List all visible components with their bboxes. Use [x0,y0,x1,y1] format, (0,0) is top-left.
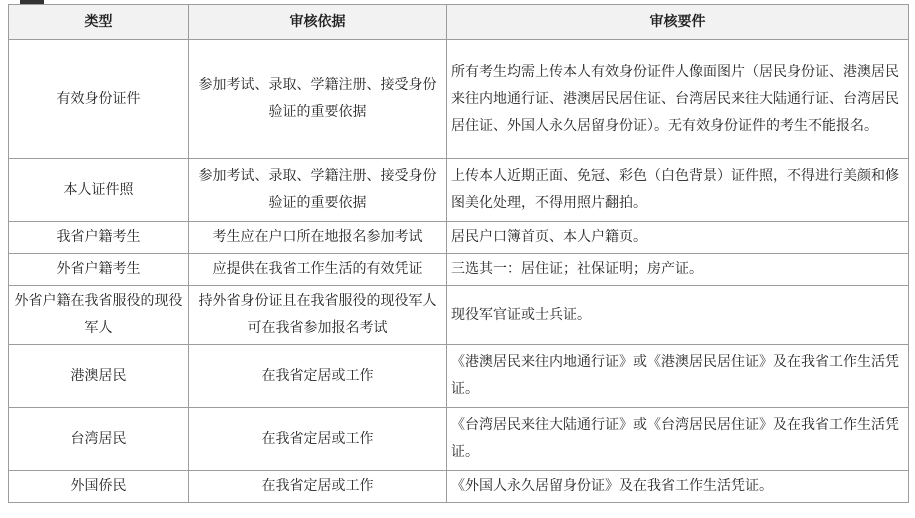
table-row [9,408,909,471]
cell-basis: 应提供在我省工作生活的有效凭证 [189,254,447,286]
header-basis: 审核依据 [189,5,447,40]
cell-type: 我省户籍考生 [9,222,189,254]
cell-type: 外省户籍在我省服役的现役军人 [9,286,189,345]
cell-type: 台湾居民 [9,408,189,471]
cell-requirements: 居民户口簿首页、本人户籍页。 [447,222,909,254]
table-row [9,345,909,408]
table-row [9,471,909,503]
table-row [9,254,909,286]
cell-requirements: 现役军官证或士兵证。 [447,286,909,345]
table-row [9,159,909,222]
table-row [9,40,909,159]
cell-basis: 在我省定居或工作 [189,408,447,471]
cell-requirements: 三选其一：居住证；社保证明；房产证。 [447,254,909,286]
cell-type: 外省户籍考生 [9,254,189,286]
cell-basis: 在我省定居或工作 [189,345,447,408]
table-row [9,286,909,345]
cell-requirements: 《外国人永久居留身份证》及在我省工作生活凭证。 [447,471,909,503]
cell-basis: 持外省身份证且在我省服役的现役军人可在我省参加报名考试 [189,286,447,345]
cell-type: 外国侨民 [9,471,189,503]
table-row [9,222,909,254]
cell-basis: 在我省定居或工作 [189,471,447,503]
cell-type: 有效身份证件 [9,40,189,159]
cell-requirements: 上传本人近期正面、免冠、彩色（白色背景）证件照，不得进行美颜和修图美化处理，不得用照片翻拍。 [447,159,909,222]
header-type: 类型 [9,5,189,40]
cell-type: 本人证件照 [9,159,189,222]
cell-requirements: 《台湾居民来往大陆通行证》或《台湾居民居住证》及在我省工作生活凭证。 [447,408,909,471]
cell-type: 港澳居民 [9,345,189,408]
cell-basis: 参加考试、录取、学籍注册、接受身份验证的重要依据 [189,159,447,222]
cell-requirements: 《港澳居民来往内地通行证》或《港澳居民居住证》及在我省工作生活凭证。 [447,345,909,408]
cell-basis: 参加考试、录取、学籍注册、接受身份验证的重要依据 [189,40,447,159]
cell-basis: 考生应在户口所在地报名参加考试 [189,222,447,254]
cell-requirements: 所有考生均需上传本人有效身份证件人像面图片（居民身份证、港澳居民来往内地通行证、港澳居民居住证、台湾居民来往大陆通行证、台湾居民居住证、外国人永久居留身份证）。无有效身份证件的考生不能报名。 [447,40,909,159]
header-requirements: 审核要件 [447,5,909,40]
review-requirements-table [8,4,909,503]
table-header-row [9,5,909,40]
